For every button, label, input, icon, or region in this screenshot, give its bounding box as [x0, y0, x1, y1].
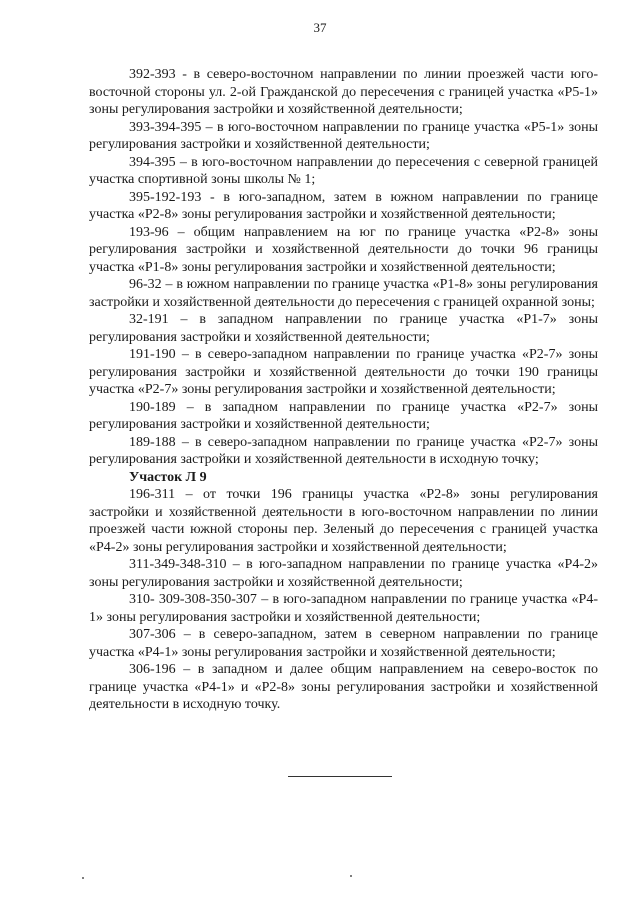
page-number: 37: [313, 20, 327, 35]
boundary-paragraph: 32-191 – в западном направлении по границе участка «Р1-7» зоны регулирования застройки и хозяйственной деятельности;: [89, 312, 598, 345]
boundary-paragraph: 96-32 – в южном направлении по границе участка «Р1-8» зоны регулирования застройки и хозяйственной деятельности до пересечения с границей охранной зоны;: [89, 277, 598, 310]
boundary-paragraph: 193-96 – общим направлением на юг по границе участка «Р2-8» зоны регулирования застройки и хозяйственной деятельности до точки 96 границы участка «Р1-8» зоны регулирования застройки и хозяйственной деятельности;: [89, 224, 598, 275]
boundary-paragraph: 394-395 – в юго-восточном направлении до пересечения с северной границей участка спортивной зоны школы № 1;: [89, 154, 598, 187]
boundary-paragraph: 191-190 – в северо-западном направлении по границе участка «Р2-7» зоны регулирования застройки и хозяйственной деятельности до точки 190 границы участка «Р2-7» зоны регулирования застройки и хозяйственной деятельности;: [89, 347, 598, 397]
boundary-paragraph: 392-393 - в северо-восточном направлении по линии проезжей части юго-восточной стороны ул. 2-ой Гражданской до пересечения с границей участка «Р5-1» зоны регулирования застройки и хозяйственной деятельности;: [89, 67, 598, 117]
document-body: [89, 66, 598, 714]
boundary-paragraph: 307-306 – в северо-западном, затем в северном направлении по границе участка «Р4-1» зоны регулирования застройки и хозяйственной деятельности;: [89, 627, 598, 660]
boundary-paragraph: 190-189 – в западном направлении по границе участка «Р2-7» зоны регулирования застройки и хозяйственной деятельности;: [89, 399, 598, 432]
boundary-paragraph: 189-188 – в северо-западном направлении по границе участка «Р2-7» зоны регулирования застройки и хозяйственной деятельности в исходную точку;: [89, 434, 598, 467]
scan-speck: [82, 877, 84, 879]
boundary-paragraph: 196-311 – от точки 196 границы участка «Р2-8» зоны регулирования застройки и хозяйственной деятельности в юго-восточном направлении по линии проезжей части южной стороны пер. Зеленый до пересечения с границей участка «Р4-2» зоны регулирования застройки и хозяйственной деятельности;: [89, 487, 598, 555]
boundary-paragraph: 395-192-193 - в юго-западном, затем в южном направлении по границе участка «Р2-8» зоны регулирования застройки и хозяйственной деятельности;: [89, 189, 598, 222]
section-heading: Участок Л 9: [129, 469, 207, 485]
separator-line: [288, 776, 392, 777]
scan-speck: [350, 875, 352, 877]
boundary-paragraph: 310- 309-308-350-307 – в юго-западном направлении по границе участка «Р4-1» зоны регулирования застройки и хозяйственной деятельности;: [89, 592, 598, 625]
boundary-paragraph: 306-196 – в западном и далее общим направлением на северо-восток по границе участка «Р4-1» и «Р2-8» зоны регулирования застройки и хозяйственной деятельности в исходную точку.: [89, 662, 598, 712]
boundary-paragraph: 311-349-348-310 – в юго-западном направлении по границе участка «Р4-2» зоны регулирования застройки и хозяйственной деятельности;: [89, 557, 598, 590]
boundary-paragraph: 393-394-395 – в юго-восточном направлении по границе участка «Р5-1» зоны регулирования застройки и хозяйственной деятельности;: [89, 119, 598, 152]
